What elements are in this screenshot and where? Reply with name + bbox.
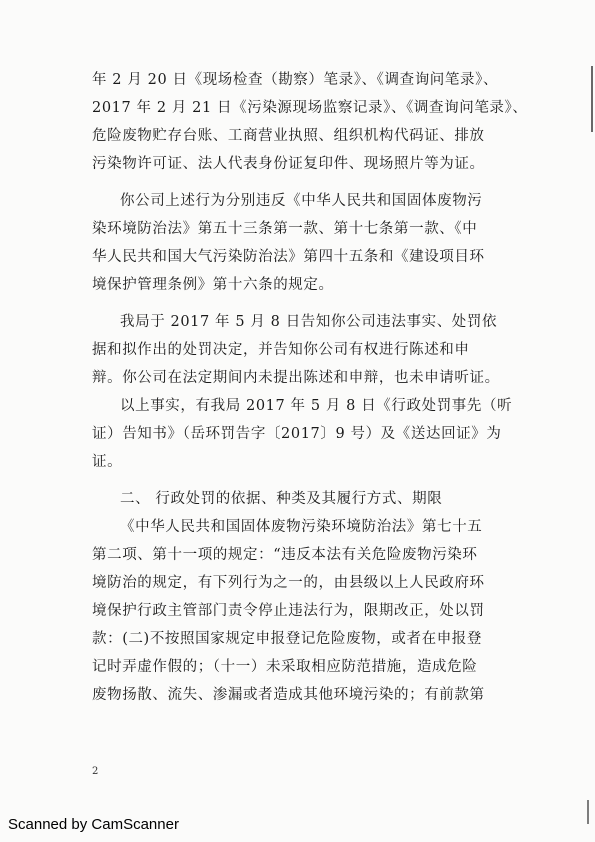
text-line: 我局于 2017 年 5 月 8 日告知你公司违法事实、处罚依	[120, 314, 498, 330]
text-line: 款：(二)不按照国家规定申报登记危险废物，或者在申报登	[92, 631, 483, 647]
scanner-watermark: Scanned by CamScanner	[8, 816, 179, 833]
text-line: 证）告知书》（岳环罚告字〔2017〕9 号）及《送达回证》为	[92, 426, 502, 442]
text-line: 境保护管理条例》第十六条的规定。	[92, 277, 334, 293]
page-number: 2	[92, 766, 99, 777]
document-body	[92, 66, 528, 709]
text-line: 染环境防治法》第五十三条第一款、第十七条第一款、《中	[92, 221, 478, 237]
text-line: 你公司上述行为分别违反《中华人民共和国固体废物污	[120, 193, 483, 209]
scan-edge-mark	[591, 66, 593, 132]
text-line: 辩。你公司在法定期间内未提出陈述和申辩，也未申请听证。	[92, 370, 500, 386]
text-line: 境防治的规定，有下列行为之一的，由县级以上人民政府环	[92, 575, 485, 591]
text-line: 危险废物贮存台账、工商营业执照、组织机构代码证、排放	[92, 128, 485, 144]
scan-edge-mark	[587, 800, 589, 824]
text-line: 境保护行政主管部门责令停止违法行为，限期改正，处以罚	[92, 603, 485, 619]
text-line: 据和拟作出的处罚决定，并告知你公司有权进行陈述和申	[92, 342, 470, 358]
text-line: 污染物许可证、法人代表身份证复印件、现场照片等为证。	[92, 156, 485, 172]
text-line: 证。	[92, 454, 123, 470]
text-line: 《中华人民共和国固体废物污染环境防治法》第七十五	[120, 519, 483, 535]
text-line: 2017 年 2 月 21 日《污染源现场监察记录》、《调查询问笔录》、	[92, 100, 528, 116]
text-line: 华人民共和国大气污染防治法》第四十五条和《建设项目环	[92, 249, 485, 265]
text-line: 废物扬散、流失、渗漏或者造成其他环境污染的；有前款第	[92, 687, 485, 703]
text-line: 记时弄虚作假的；（十一）未采取相应防范措施，造成危险	[92, 659, 478, 675]
text-line: 第二项、第十一项的规定：“违反本法有关危险废物污染环	[92, 547, 478, 563]
text-line: 年 2 月 20 日《现场检查（勘察）笔录》、《调查询问笔录》、	[92, 72, 499, 88]
text-line: 以上事实，有我局 2017 年 5 月 8 日《行政处罚事先（听	[120, 398, 513, 414]
section-heading: 二、 行政处罚的依据、种类及其履行方式、期限	[120, 491, 443, 507]
